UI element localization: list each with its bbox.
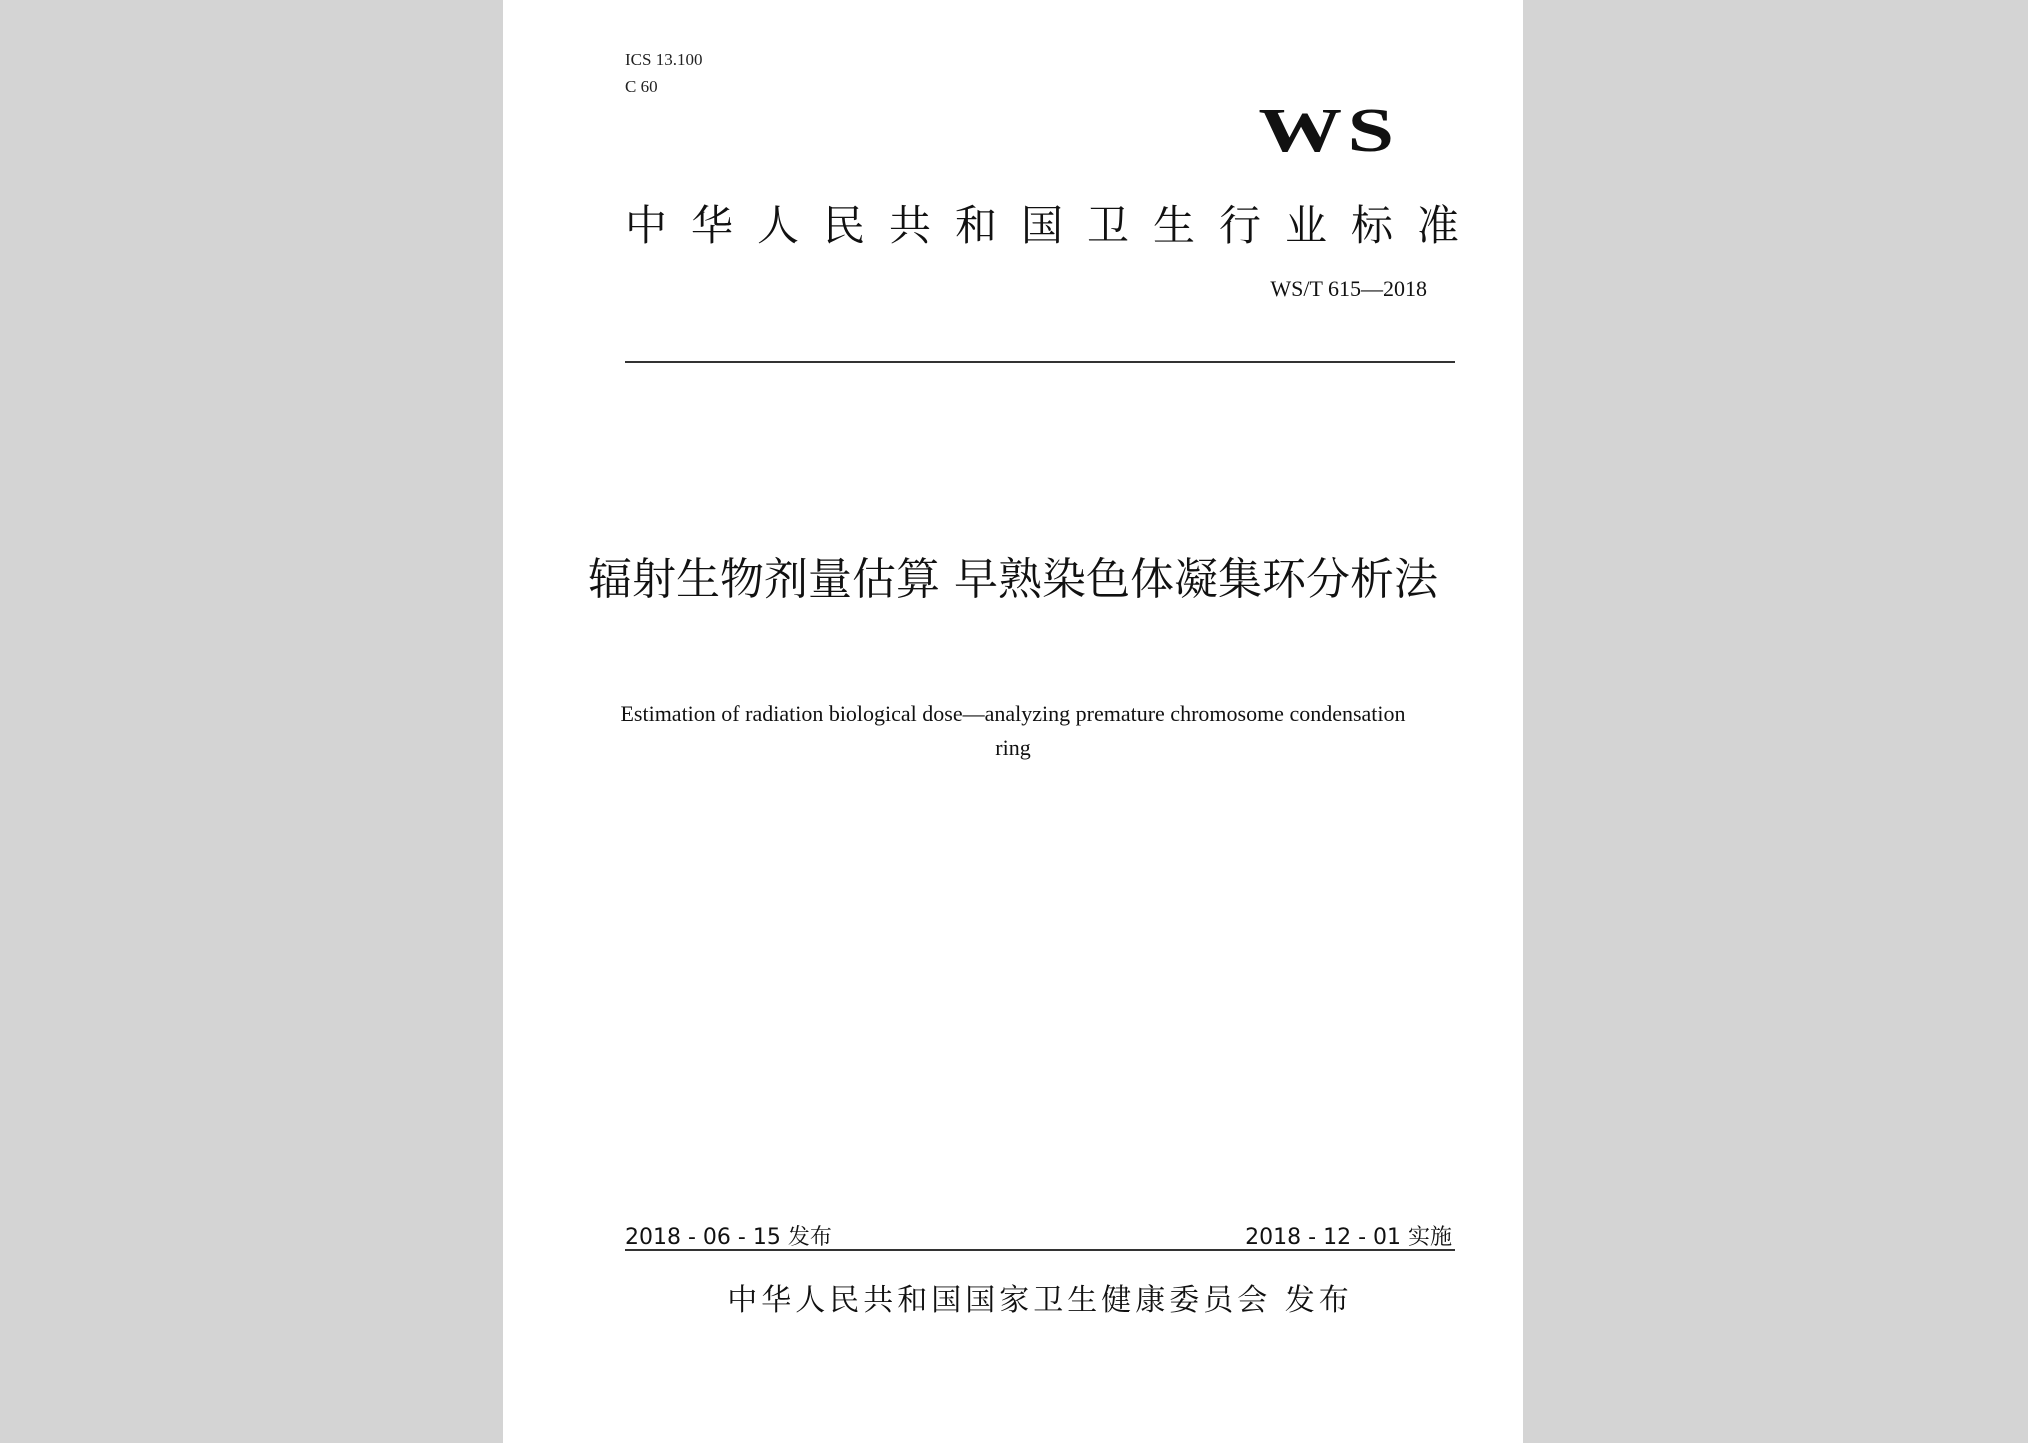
ccs-code: C 60 — [625, 77, 658, 96]
standard-category-title: 中华人民共和国卫生行业标准 — [625, 201, 1484, 250]
footer-divider — [625, 1249, 1455, 1251]
document-page — [503, 0, 1523, 1443]
header-divider — [625, 361, 1455, 363]
implementation-date: 2018 - 12 - 01 实施 — [1245, 1225, 1452, 1250]
document-title-chinese: 辐射生物剂量估算 早熟染色体凝集环分析法 — [588, 554, 1438, 605]
standard-number: WS/T 615—2018 — [1270, 276, 1427, 301]
ics-code: ICS 13.100 — [625, 50, 703, 69]
issue-date: 2018 - 06 - 15 发布 — [625, 1225, 832, 1250]
document-title-english: Estimation of radiation biological dose—analyzing premature chromosome condensation ring — [620, 701, 1406, 760]
publisher: 中华人民共和国国家卫生健康委员会 发布 — [727, 1283, 1353, 1318]
ws-logo: WS — [1257, 97, 1399, 165]
